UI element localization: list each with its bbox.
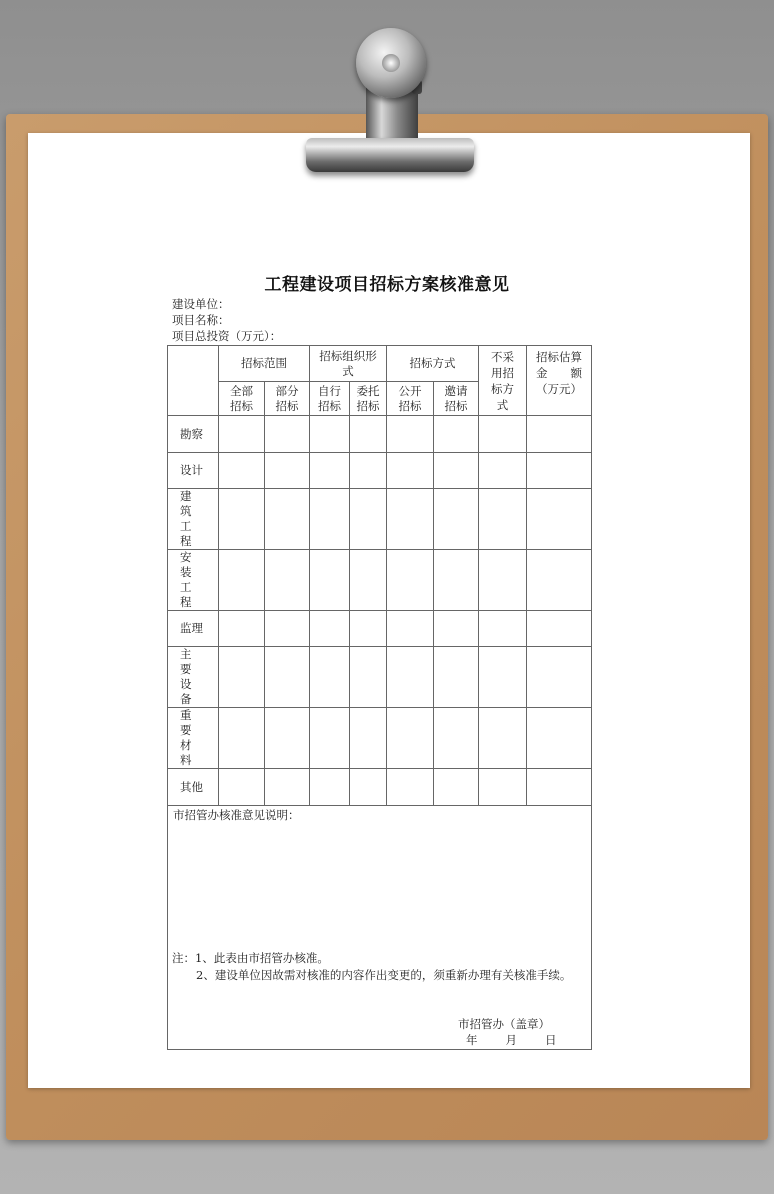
table-row xyxy=(168,769,592,806)
approval-table xyxy=(167,345,592,1050)
header-method: 招标方式 xyxy=(387,346,479,382)
subheader-entrusted: 委托招标 xyxy=(350,382,387,416)
clip-ring-icon xyxy=(356,28,426,98)
date-year: 年 xyxy=(466,1033,478,1047)
subheader-public: 公开招标 xyxy=(387,382,434,416)
agency-seal-label: 市招管办（盖章） xyxy=(458,1017,550,1031)
subheader-partial: 部分招标 xyxy=(265,382,310,416)
remarks-label: 市招管办核准意见说明： xyxy=(173,808,300,822)
date-month: 月 xyxy=(505,1033,517,1047)
header-estimate: 招标估算金 额（万元） xyxy=(527,346,592,416)
table-row xyxy=(168,611,592,647)
subheader-invited: 邀请招标 xyxy=(434,382,479,416)
row-label: 建筑工程 xyxy=(168,489,219,550)
row-label: 主要设备 xyxy=(168,647,219,708)
row-label: 安装工程 xyxy=(168,550,219,611)
field-unit: 建设单位： xyxy=(172,297,230,311)
row-label: 监理 xyxy=(168,611,219,647)
remarks-cell xyxy=(168,806,592,1050)
row-label: 重要材料 xyxy=(168,708,219,769)
table-row xyxy=(168,647,592,708)
note-1: 注：1、此表由市招管办核准。 xyxy=(172,951,329,965)
table-row xyxy=(168,489,592,550)
table-row xyxy=(168,416,592,453)
header-scope: 招标范围 xyxy=(219,346,310,382)
table-row xyxy=(168,708,592,769)
field-investment: 项目总投资（万元）： xyxy=(172,329,282,343)
notes xyxy=(172,950,571,984)
date-day: 日 xyxy=(545,1033,557,1047)
row-label: 设计 xyxy=(168,453,219,489)
field-project-name: 项目名称： xyxy=(172,313,230,327)
header-not-adopted: 不采用招标方式 xyxy=(479,346,527,416)
subheader-self: 自行招标 xyxy=(310,382,350,416)
date-line xyxy=(466,1033,557,1048)
row-label: 勘察 xyxy=(168,416,219,453)
row-label: 其他 xyxy=(168,769,219,806)
document-title: 工程建设项目招标方案核准意见 xyxy=(264,275,510,295)
clip-plate xyxy=(306,138,474,172)
header-organization: 招标组织形式 xyxy=(310,346,387,382)
subheader-all: 全部招标 xyxy=(219,382,265,416)
table-row xyxy=(168,453,592,489)
corner-cell xyxy=(168,346,219,416)
note-2: 2、建设单位因故需对核准的内容作出变更的，须重新办理有关核准手续。 xyxy=(196,968,572,982)
table-row xyxy=(168,550,592,611)
